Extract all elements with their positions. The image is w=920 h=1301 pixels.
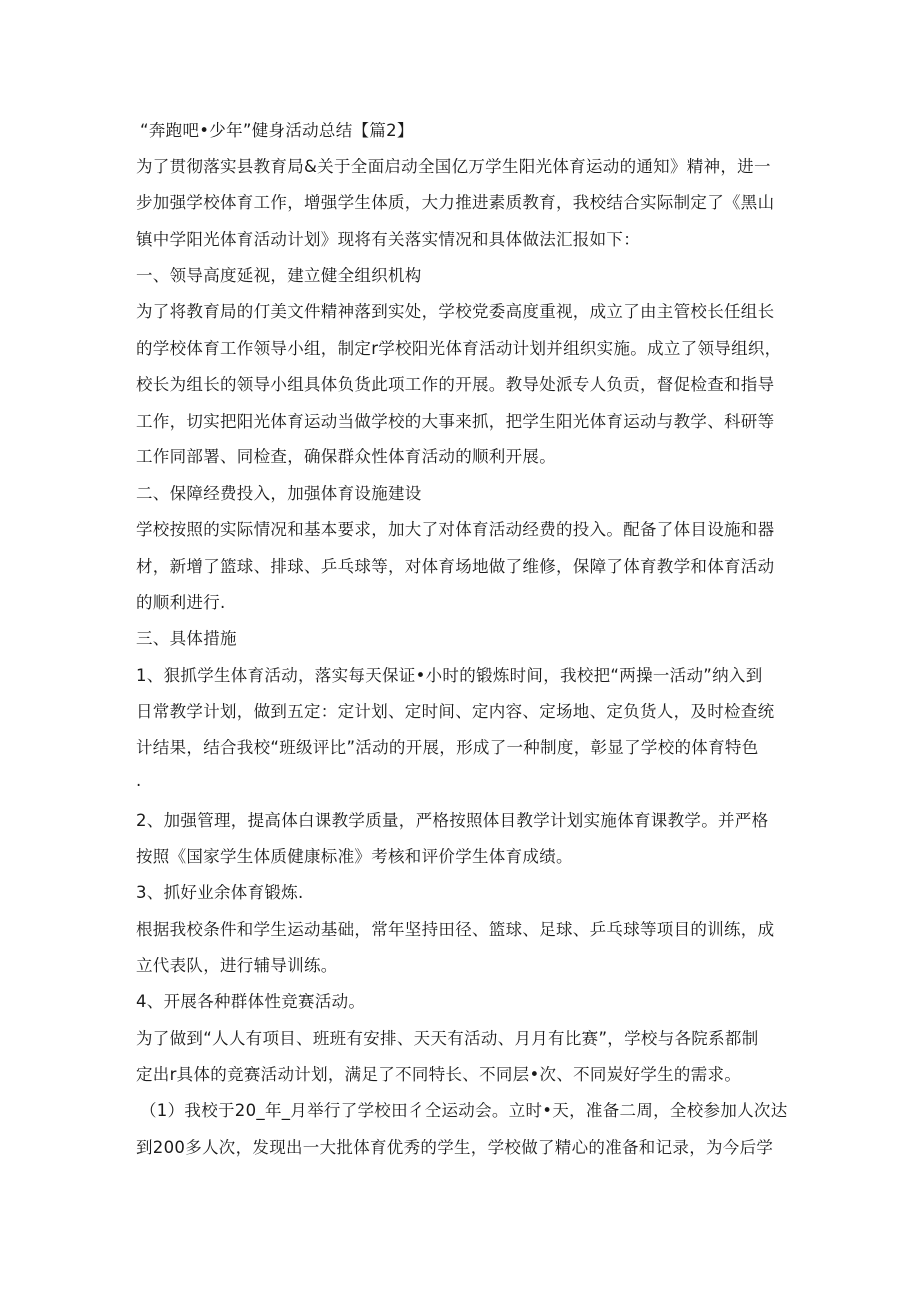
- text-line: 日常教学计划，做到五定：定计划、定时间、定内容、定场地、定负货人，及时检查统: [136, 702, 775, 721]
- text-line: 为了贯彻落实县教育局&关于全面启动全国亿万学生阳光体育运动的通知》精神，进一: [136, 157, 771, 176]
- text-line: （1）我校于20_年_月举行了学校田彳仝运动会。立时•天，准备二周，全校参加人次达: [140, 1101, 788, 1120]
- text-line: 工作，切实把阳光体育运动当做学校的大事来抓，把学生阳光体育运动与教学、科研等: [136, 412, 775, 431]
- text-line: 定出r具体的竞赛活动计划，满足了不同特长、不同层•次、不同炭好学生的需求。: [136, 1065, 742, 1084]
- text-line: 4、开展各种群体性竞赛活动。: [136, 992, 366, 1011]
- text-line: 为了将教育局的仃美文件精神落到实处，学校党委高度重视，成立了由主管校长任组长: [136, 302, 775, 321]
- text-line: .: [136, 771, 142, 790]
- text-line: 镇中学阳光体育活动计划》现将有关落实情况和具体做法汇报如下：: [136, 230, 640, 249]
- section-heading: 二、保障经费投入，加强体育设施建设: [136, 484, 422, 503]
- text-line: 的顺利进行.: [136, 593, 226, 612]
- text-line: 1、狠抓学生体育活动，落实每天保证•小时的锻炼时间，我校把“两操一活动”纳入到: [136, 666, 763, 685]
- text-line: 材，新增了篮球、排球、乒乓球等，对体育场地做了维修，保障了体育教学和体育活动: [136, 557, 775, 576]
- text-line: 根据我校条件和学生运动基础，常年坚持田径、篮球、足球、乒乓球等项目的训练，成: [136, 920, 775, 939]
- section-heading: 一、领导高度延视，建立健全组织机构: [136, 266, 422, 285]
- text-line: 按照《国家学生体质健康标准》考核和评价学生体育成绩。: [136, 847, 573, 866]
- text-line: 为了做到“人人有项目、班班有安排、天天有活动、月月有比赛”，学校与各院系都制: [136, 1029, 759, 1048]
- section-heading: 三、具体措施: [136, 629, 237, 648]
- text-line: 工作同部署、同检查，确保群众性体育活动的顺利开展。: [136, 447, 556, 466]
- text-line: 立代表队，进行辅导训练。: [136, 956, 338, 975]
- text-line: 到200多人次，发现出一大批体育优秀的学生，学校做了精心的准备和记录，为今后学: [136, 1138, 774, 1157]
- text-line: 3、抓好业余体育锻炼.: [136, 883, 304, 902]
- text-line: 计结果，结合我校“班级评比”活动的开展，形成了一种制度，彰显了学校的体育特色: [136, 738, 759, 757]
- text-line: 学校按照的实际情况和基本要求，加大了对体育活动经费的投入。配备了体目设施和器: [136, 520, 775, 539]
- document-title: “奔跑吧•少年”健身活动总结【篇2】: [140, 121, 414, 140]
- text-line: 2、加强管理，提高体白课教学质量，严格按照体目教学计划实施体育课教学。并严格: [136, 811, 769, 830]
- text-line: 的学校体育工作领导小组，制定r学校阳光体育活动计划并组织实施。成立了领导组织，: [136, 339, 782, 358]
- text-line: 步加强学校体育工作，增强学生体质，大力推进素质教育，我校结合实际制定了《黑山: [136, 193, 775, 212]
- text-line: 校长为组长的领导小组具体负货此项工作的开展。教导处派专人负贡，督促检查和指导: [136, 375, 775, 394]
